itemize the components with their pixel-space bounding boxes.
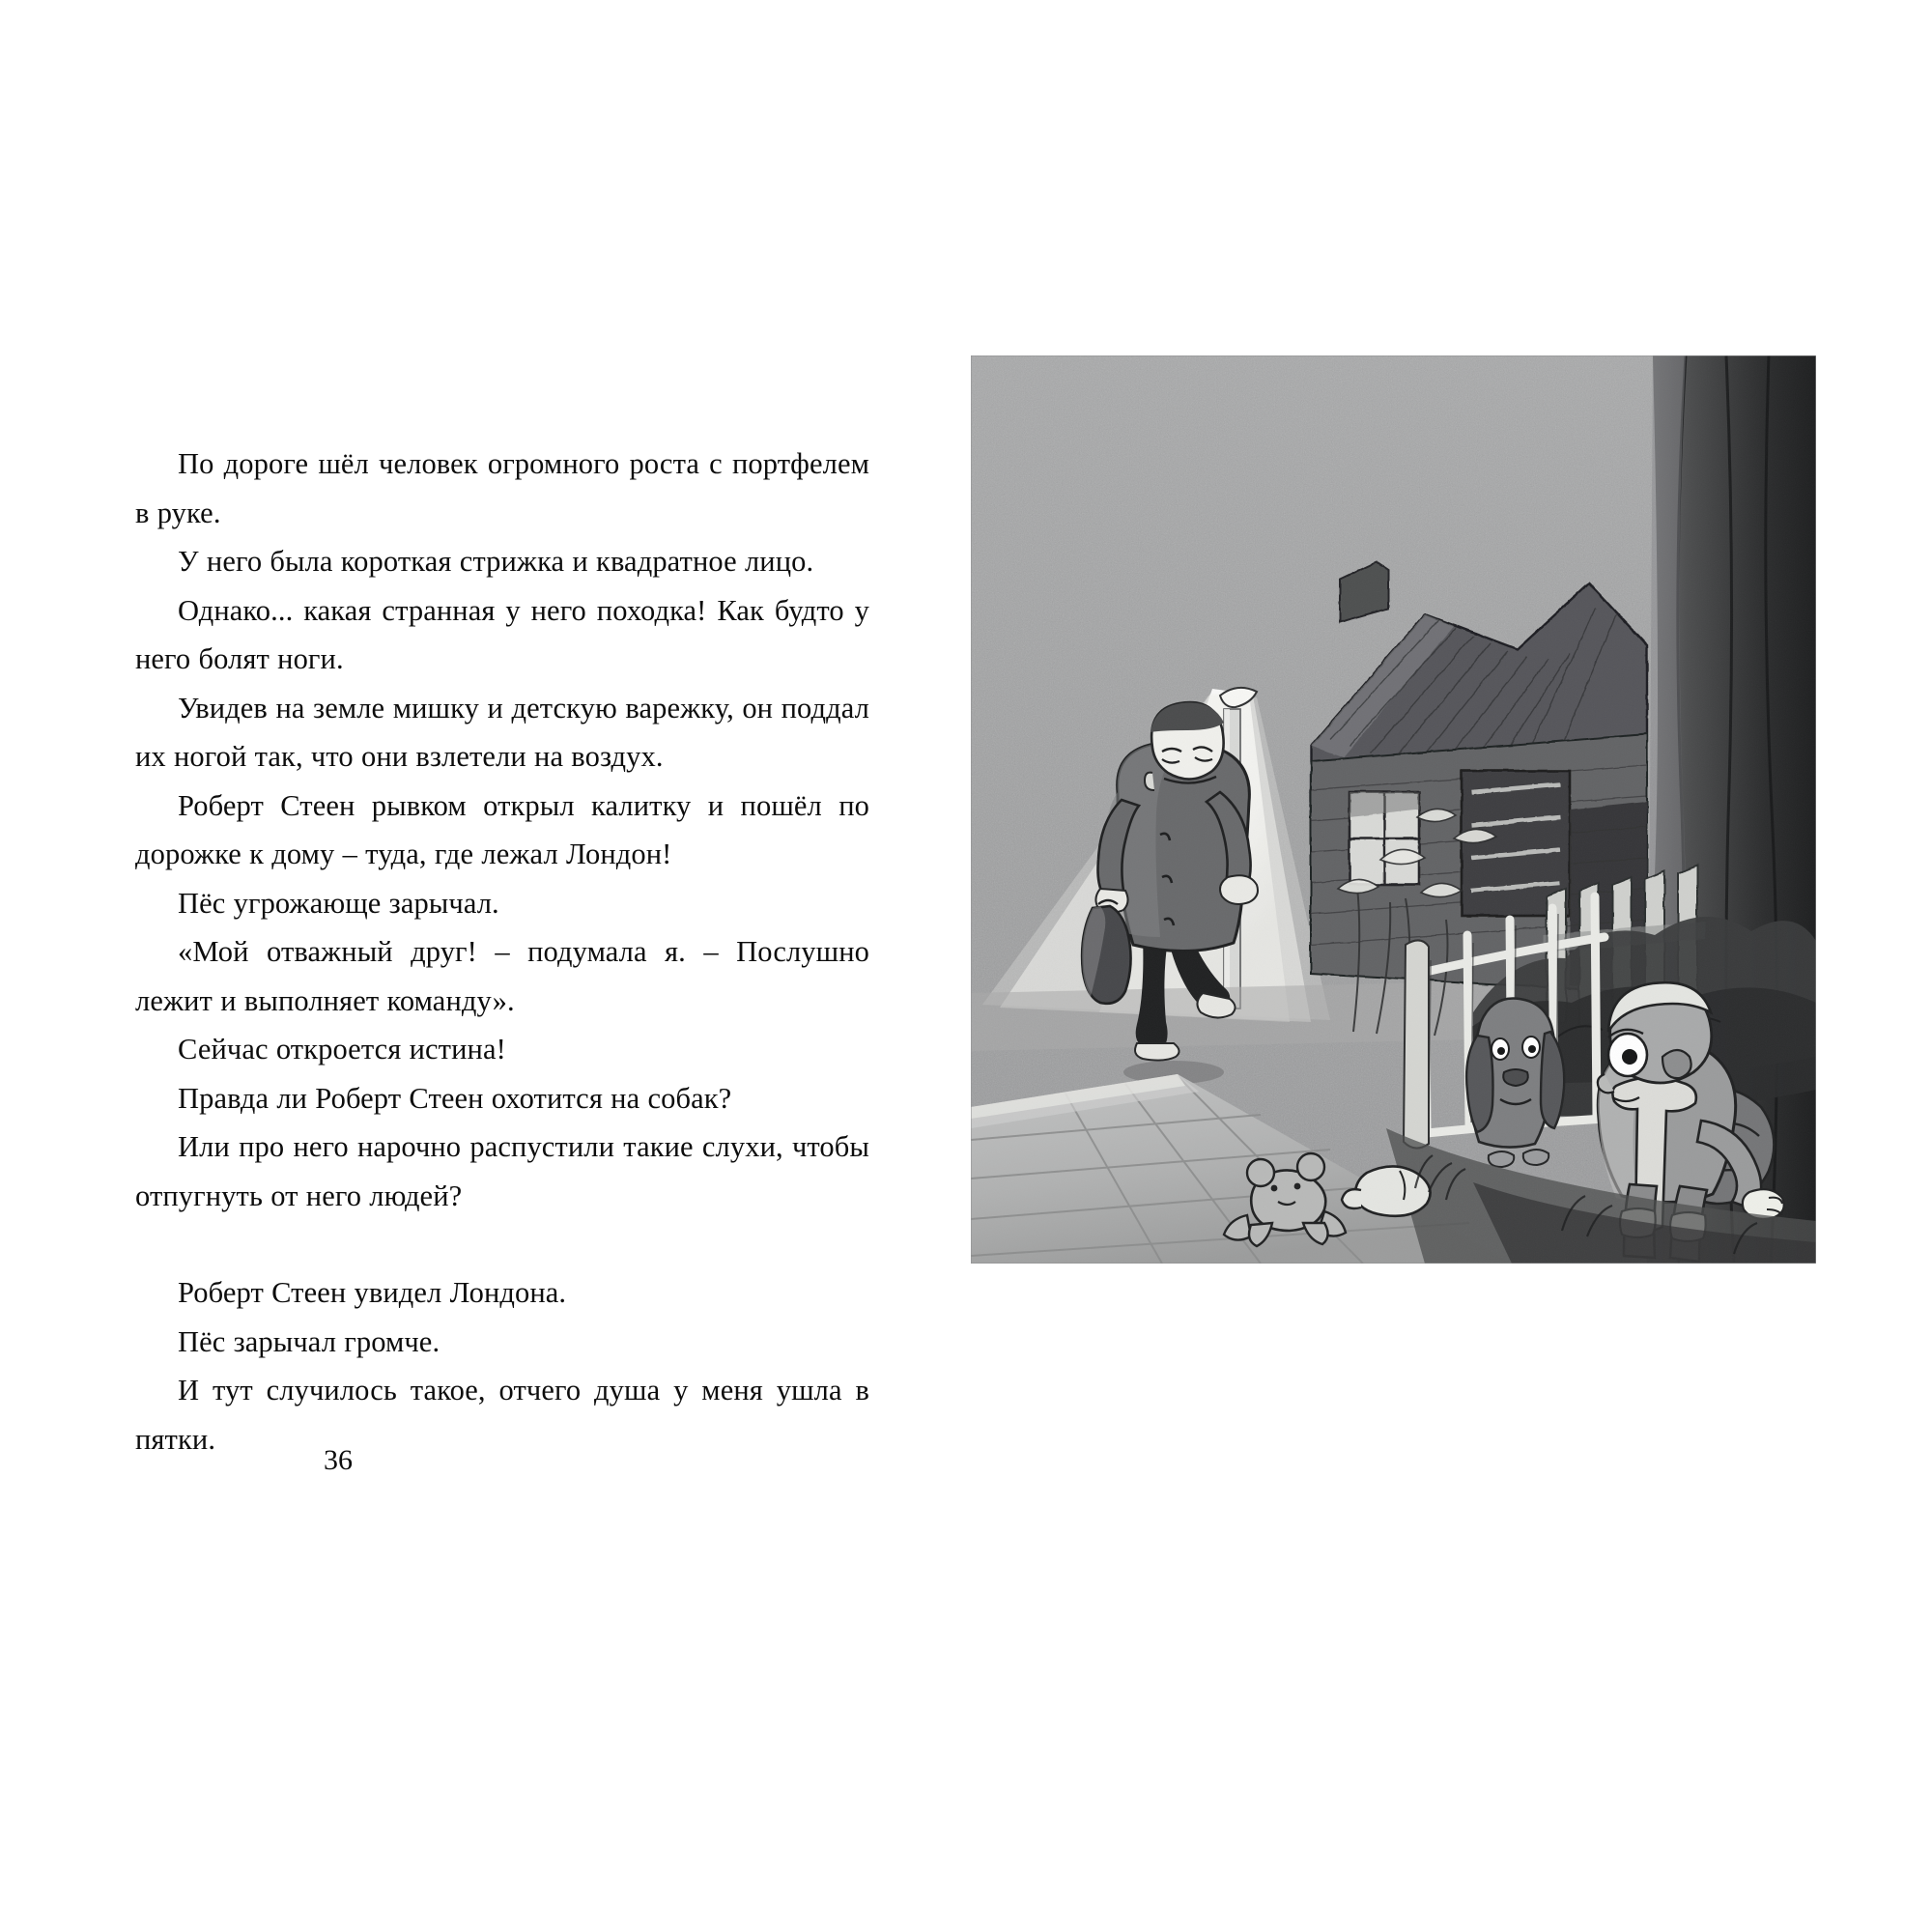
paragraph-break <box>135 1220 869 1268</box>
paragraph: Или про него нарочно распустили такие слухи, чтобы отпугнуть от него людей? <box>135 1130 869 1212</box>
paragraph: Роберт Стеен увидел Лондона. <box>178 1276 567 1309</box>
paragraph: Увидев на земле мишку и детскую варежку, он поддал их ногой так, что они взлетели на воздух. <box>135 691 869 773</box>
paragraph: «Мой отважный друг! – подумала я. – Послушно лежит и выполняет команду». <box>135 935 869 1017</box>
paragraph: У него была короткая стрижка и квадратное лицо. <box>178 545 814 578</box>
page-number: 36 <box>324 1444 353 1476</box>
paragraph: Роберт Стеен рывком открыл калитку и пошёл по дорожке к дому – туда, где лежал Лондон! <box>135 788 869 870</box>
paragraph: Сейчас откроется истина! <box>178 1033 506 1065</box>
paragraph: Пёс угрожающе зарычал. <box>178 886 499 920</box>
paragraph: Пёс зарычал громче. <box>178 1324 440 1358</box>
text-column <box>135 440 869 1463</box>
paragraph: Однако... какая странная у него походка! Как будто у него болят ноги. <box>135 593 869 675</box>
illustration-artwork <box>971 355 1816 1264</box>
paragraph: И тут случилось такое, отчего душа у меня ушла в пятки. <box>135 1374 869 1456</box>
paragraph: По дороге шёл человек огромного роста с портфелем в руке. <box>135 447 869 529</box>
paragraph: Правда ли Роберт Стеен охотится на собак? <box>178 1081 732 1115</box>
illustration <box>971 355 1816 1264</box>
